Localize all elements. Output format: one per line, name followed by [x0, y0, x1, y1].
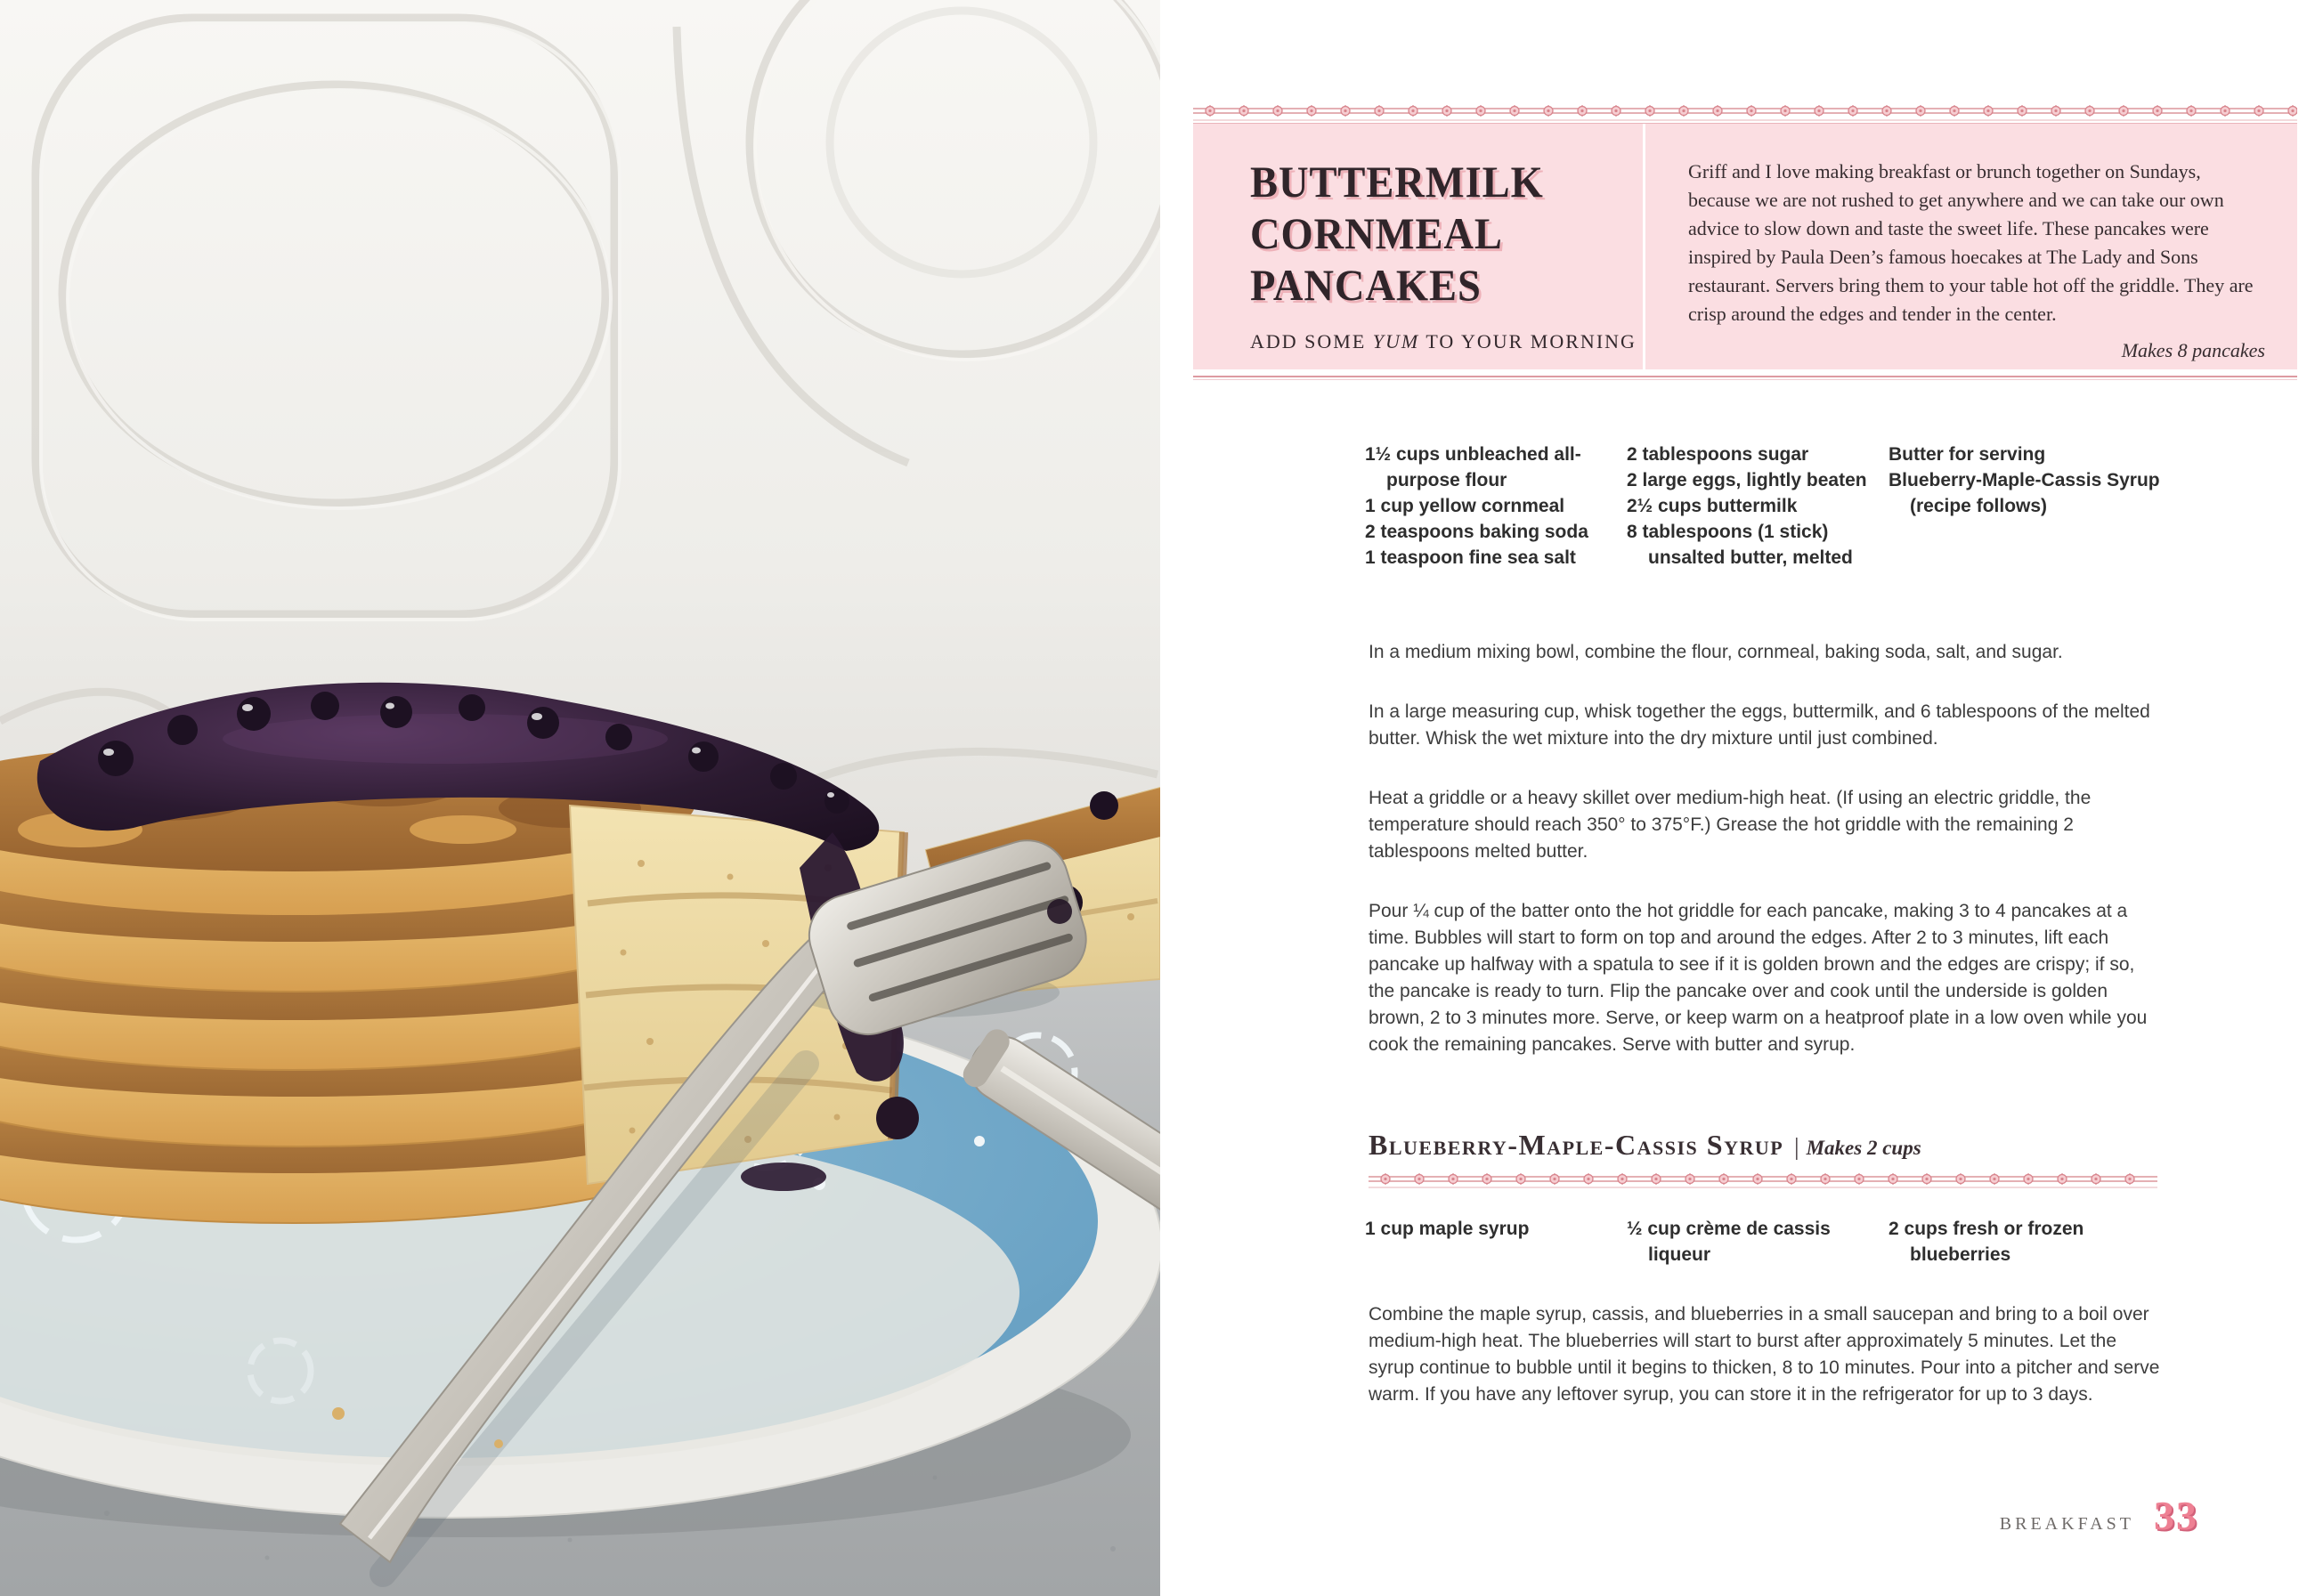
ingredient-item: 2 tablespoons sugar: [1627, 444, 1809, 465]
title-column: [1193, 124, 1643, 369]
pink-title-banner: [1193, 123, 2297, 369]
recipe-intro-text: Griff and I love making breakfast or brunch together on Sundays, because we are not rushed to get anywhere and we can take our own advice to slow down and taste the sweet life. These pancakes were inspired by Paula Deen’s famous hoecakes at The Lady and Sons restaurant. Servers bring them to your table hot off the griddle. They are crisp around the edges and tender in the center.: [1688, 160, 2254, 325]
recipe-title-line: PANCAKES: [1250, 260, 1482, 310]
page-footer: [1160, 1492, 2198, 1539]
ingredient-item: 1 teaspoon fine sea salt: [1365, 547, 1576, 568]
decorative-chain-border: [1193, 103, 2297, 123]
section-label: BREAKFAST: [1999, 1514, 2134, 1534]
ingredient-item: 1 cup maple syrup: [1365, 1219, 1530, 1239]
ingredient-item: 2 large eggs, lightly beaten: [1627, 470, 1867, 490]
instruction-paragraph: Pour ¼ cup of the batter onto the hot griddle for each pancake, making 3 to 4 pancakes at a time. Bubbles will start to form on top and around the edges. After 2 to 3 minutes, lift each pancake up halfway with a spatula to see if it is golden brown and the edges are crispy; if so, the pancake is ready to turn. Flip the pancake over and cook until the underside is golden brown, 2 to 3 minutes more. Serve, or keep warm on a heatproof plate in a low oven while you cook the remaining pancakes. Serve with butter and syrup.: [1369, 901, 2148, 1055]
ingredient-item: 2½ cups buttermilk: [1627, 496, 1798, 516]
subrecipe-title: Blueberry-Maple-Cassis Syrup: [1369, 1129, 1784, 1161]
subrecipe-heading: [1369, 1129, 1921, 1162]
ingredients-column-3: [1889, 442, 2182, 519]
ingredient-item: 2 cups fresh or frozen blueberries: [1889, 1219, 2084, 1265]
subrecipe-instructions: Combine the maple syrup, cassis, and blueberries in a small saucepan and bring to a boil over medium-high heat. The blueberries will start to burst after approximately 5 minutes. Let the syrup continue to bubble until it begins to thicken, 8 to 10 minutes. Pour into a pitcher and serve warm. If you have any leftover syrup, you can store it in the refrigerator for up to 3 days.: [1369, 1304, 2160, 1405]
ingredients-column-2: [1627, 442, 1887, 571]
banner-bottom-rule: [1193, 376, 2297, 380]
recipe-yield: Makes 8 pancakes: [2121, 339, 2265, 361]
subrecipe-ingredients-column-3: [1889, 1216, 2182, 1268]
recipe-title-line: BUTTERMILK: [1250, 157, 1544, 207]
recipe-header-block: [1193, 103, 2297, 380]
ingredient-item: 2 teaspoons baking soda: [1365, 522, 1588, 542]
subrecipe-yield: Makes 2 cups: [1806, 1137, 1921, 1159]
instruction-paragraph: In a large measuring cup, whisk together the eggs, buttermilk, and 6 tablespoons of the melted butter. Whisk the wet mixture into the dry mixture until just combined.: [1369, 701, 2150, 749]
page-number: 33: [2154, 1493, 2198, 1538]
instructions: [1369, 639, 2163, 1091]
recipe-page: [1160, 0, 2315, 1596]
ingredient-item: 8 tablespoons (1 stick) unsalted butter, melted: [1627, 522, 1853, 568]
ingredient-item: Blueberry-Maple-Cassis Syrup (recipe follows): [1889, 470, 2160, 516]
subrecipe-ingredients-column-2: [1627, 1216, 1894, 1268]
subrecipe-separator: |: [1794, 1133, 1799, 1160]
instruction-paragraph: Heat a griddle or a heavy skillet over medium-high heat. (If using an electric griddle, the temperature should reach 350° to 375°F.) Grease the hot griddle with the remaining 2 tablespoons melted butter.: [1369, 788, 2092, 862]
recipe-subtitle: ADD SOME YUM TO YOUR MORNING: [1250, 330, 1637, 352]
decorative-chain-rule: [1369, 1172, 2157, 1190]
ingredient-item: 1½ cups unbleached all-purpose flour: [1365, 444, 1581, 490]
instruction-paragraph: In a medium mixing bowl, combine the flour, cornmeal, baking soda, salt, and sugar.: [1369, 642, 2063, 662]
subrecipe-ingredients-column-1: [1365, 1216, 1614, 1242]
ingredient-item: Butter for serving: [1889, 444, 2046, 465]
intro-column: [1643, 124, 2297, 369]
subtitle-emphasis: YUM: [1372, 330, 1420, 352]
ingredient-item: ½ cup crème de cassis liqueur: [1627, 1219, 1831, 1265]
ingredient-item: 1 cup yellow cornmeal: [1365, 496, 1565, 516]
ingredients-column-1: [1365, 442, 1621, 571]
recipe-title-line: CORNMEAL: [1250, 208, 1503, 258]
recipe-title: [1250, 156, 1643, 311]
